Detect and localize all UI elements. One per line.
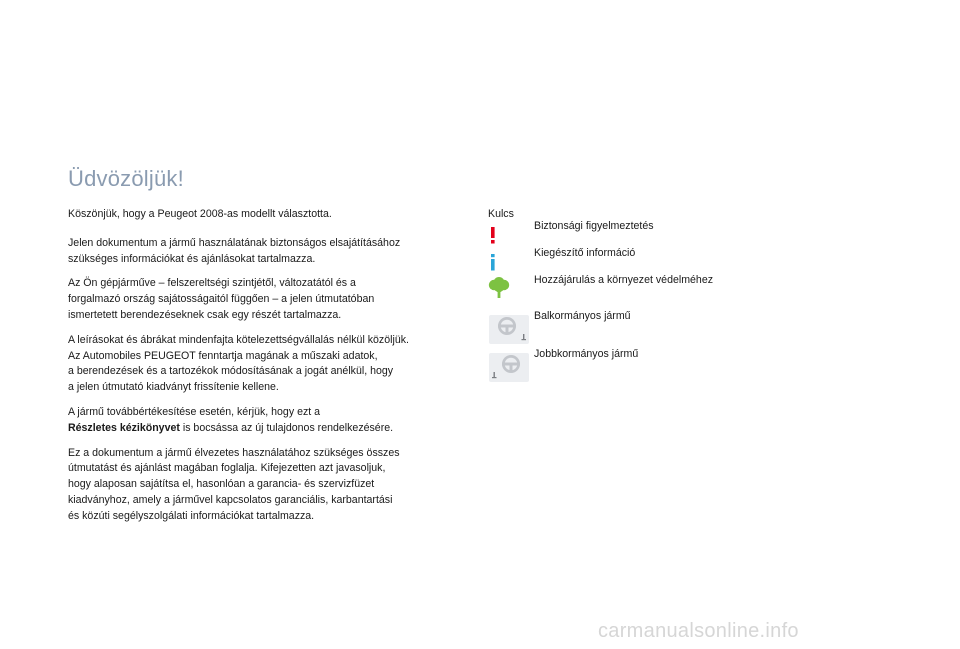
- key-label: Hozzájárulás a környezet védelméhez: [534, 274, 714, 287]
- intro-p6-line-2: útmutatást és ajánlást magában foglalja. Kifejezetten azt javasoljuk,: [68, 462, 386, 475]
- key-label: Biztonsági figyelmeztetés: [534, 220, 654, 233]
- intro-p1: Köszönjük, hogy a Peugeot 2008-as modellt választotta.: [68, 208, 332, 220]
- intro-p2-line-1: Jelen dokumentum a jármű használatának biztonságos elsajátításához: [68, 236, 401, 249]
- intro-paragraph-2: [68, 236, 460, 268]
- intro-p6-line-1: Ez a dokumentum a jármű élvezetes használatához szükséges összes: [68, 446, 400, 459]
- intro-p3-line-1: Az Ön gépjárműve – felszereltségi szintjétől, változatától és a: [68, 277, 356, 290]
- tree-icon: [488, 277, 510, 305]
- key-heading: Kulcs: [488, 208, 514, 220]
- intro-p3-line-2: forgalmazó ország sajátosságaitól függően – a jelen útmutatóban: [68, 293, 375, 306]
- intro-p6-line-5: és közúti segélyszolgálati információkat tartalmazza.: [68, 509, 315, 522]
- intro-paragraph-1: [68, 207, 460, 223]
- intro-paragraph-4: [68, 333, 460, 396]
- intro-paragraph-6: [68, 446, 460, 525]
- intro-p6-line-3: hogy alaposan sajátítsa el, hasonlóan a garancia- és szervizfüzet: [68, 478, 375, 491]
- intro-text: [68, 207, 460, 534]
- key-label: Balkormányos jármű: [534, 310, 631, 323]
- watermark: carmanualsonline.info: [598, 620, 799, 642]
- intro-p4-line-1: A leírásokat és ábrákat mindenfajta kötelezettségvállalás nélkül közöljük.: [68, 333, 409, 346]
- intro-p5-line-2: is bocsássa az új tulajdonos rendelkezésére.: [179, 421, 394, 434]
- intro-p2-line-2: szükséges információkat és ajánlásokat tartalmazza.: [68, 252, 316, 265]
- intro-p5-bold: Részletes kézikönyvet: [68, 421, 180, 434]
- key-label: Kiegészítő információ: [534, 247, 636, 260]
- intro-p4-line-4: a jelen útmutató kiadványt frissítenie kellene.: [68, 381, 279, 394]
- intro-p5-line-1: A jármű továbbértékesítése esetén, kérjük, hogy ezt a: [68, 405, 321, 418]
- info-icon: [489, 253, 497, 277]
- page-title: Üdvözöljük!: [68, 166, 184, 191]
- intro-p4-line-2: Az Automobiles PEUGEOT fenntartja magának a műszaki adatok,: [68, 349, 378, 362]
- exclamation-icon: [489, 226, 497, 250]
- intro-p3-line-3: ismertetett berendezéseknek csak egy részét tartalmazza.: [68, 308, 342, 321]
- intro-p6-line-4: kiadványhoz, amely a járművel kapcsolatos garanciális, karbantartási: [68, 493, 393, 506]
- right-hand-drive-icon: [488, 353, 532, 389]
- intro-p4-line-3: a berendezések és a tartozékok módosításának a jogát anélkül, hogy: [68, 365, 394, 378]
- left-hand-drive-icon: [488, 315, 532, 351]
- intro-paragraph-3: [68, 276, 460, 323]
- key-label: Jobbkormányos jármű: [534, 348, 639, 361]
- intro-paragraph-5: [68, 405, 460, 437]
